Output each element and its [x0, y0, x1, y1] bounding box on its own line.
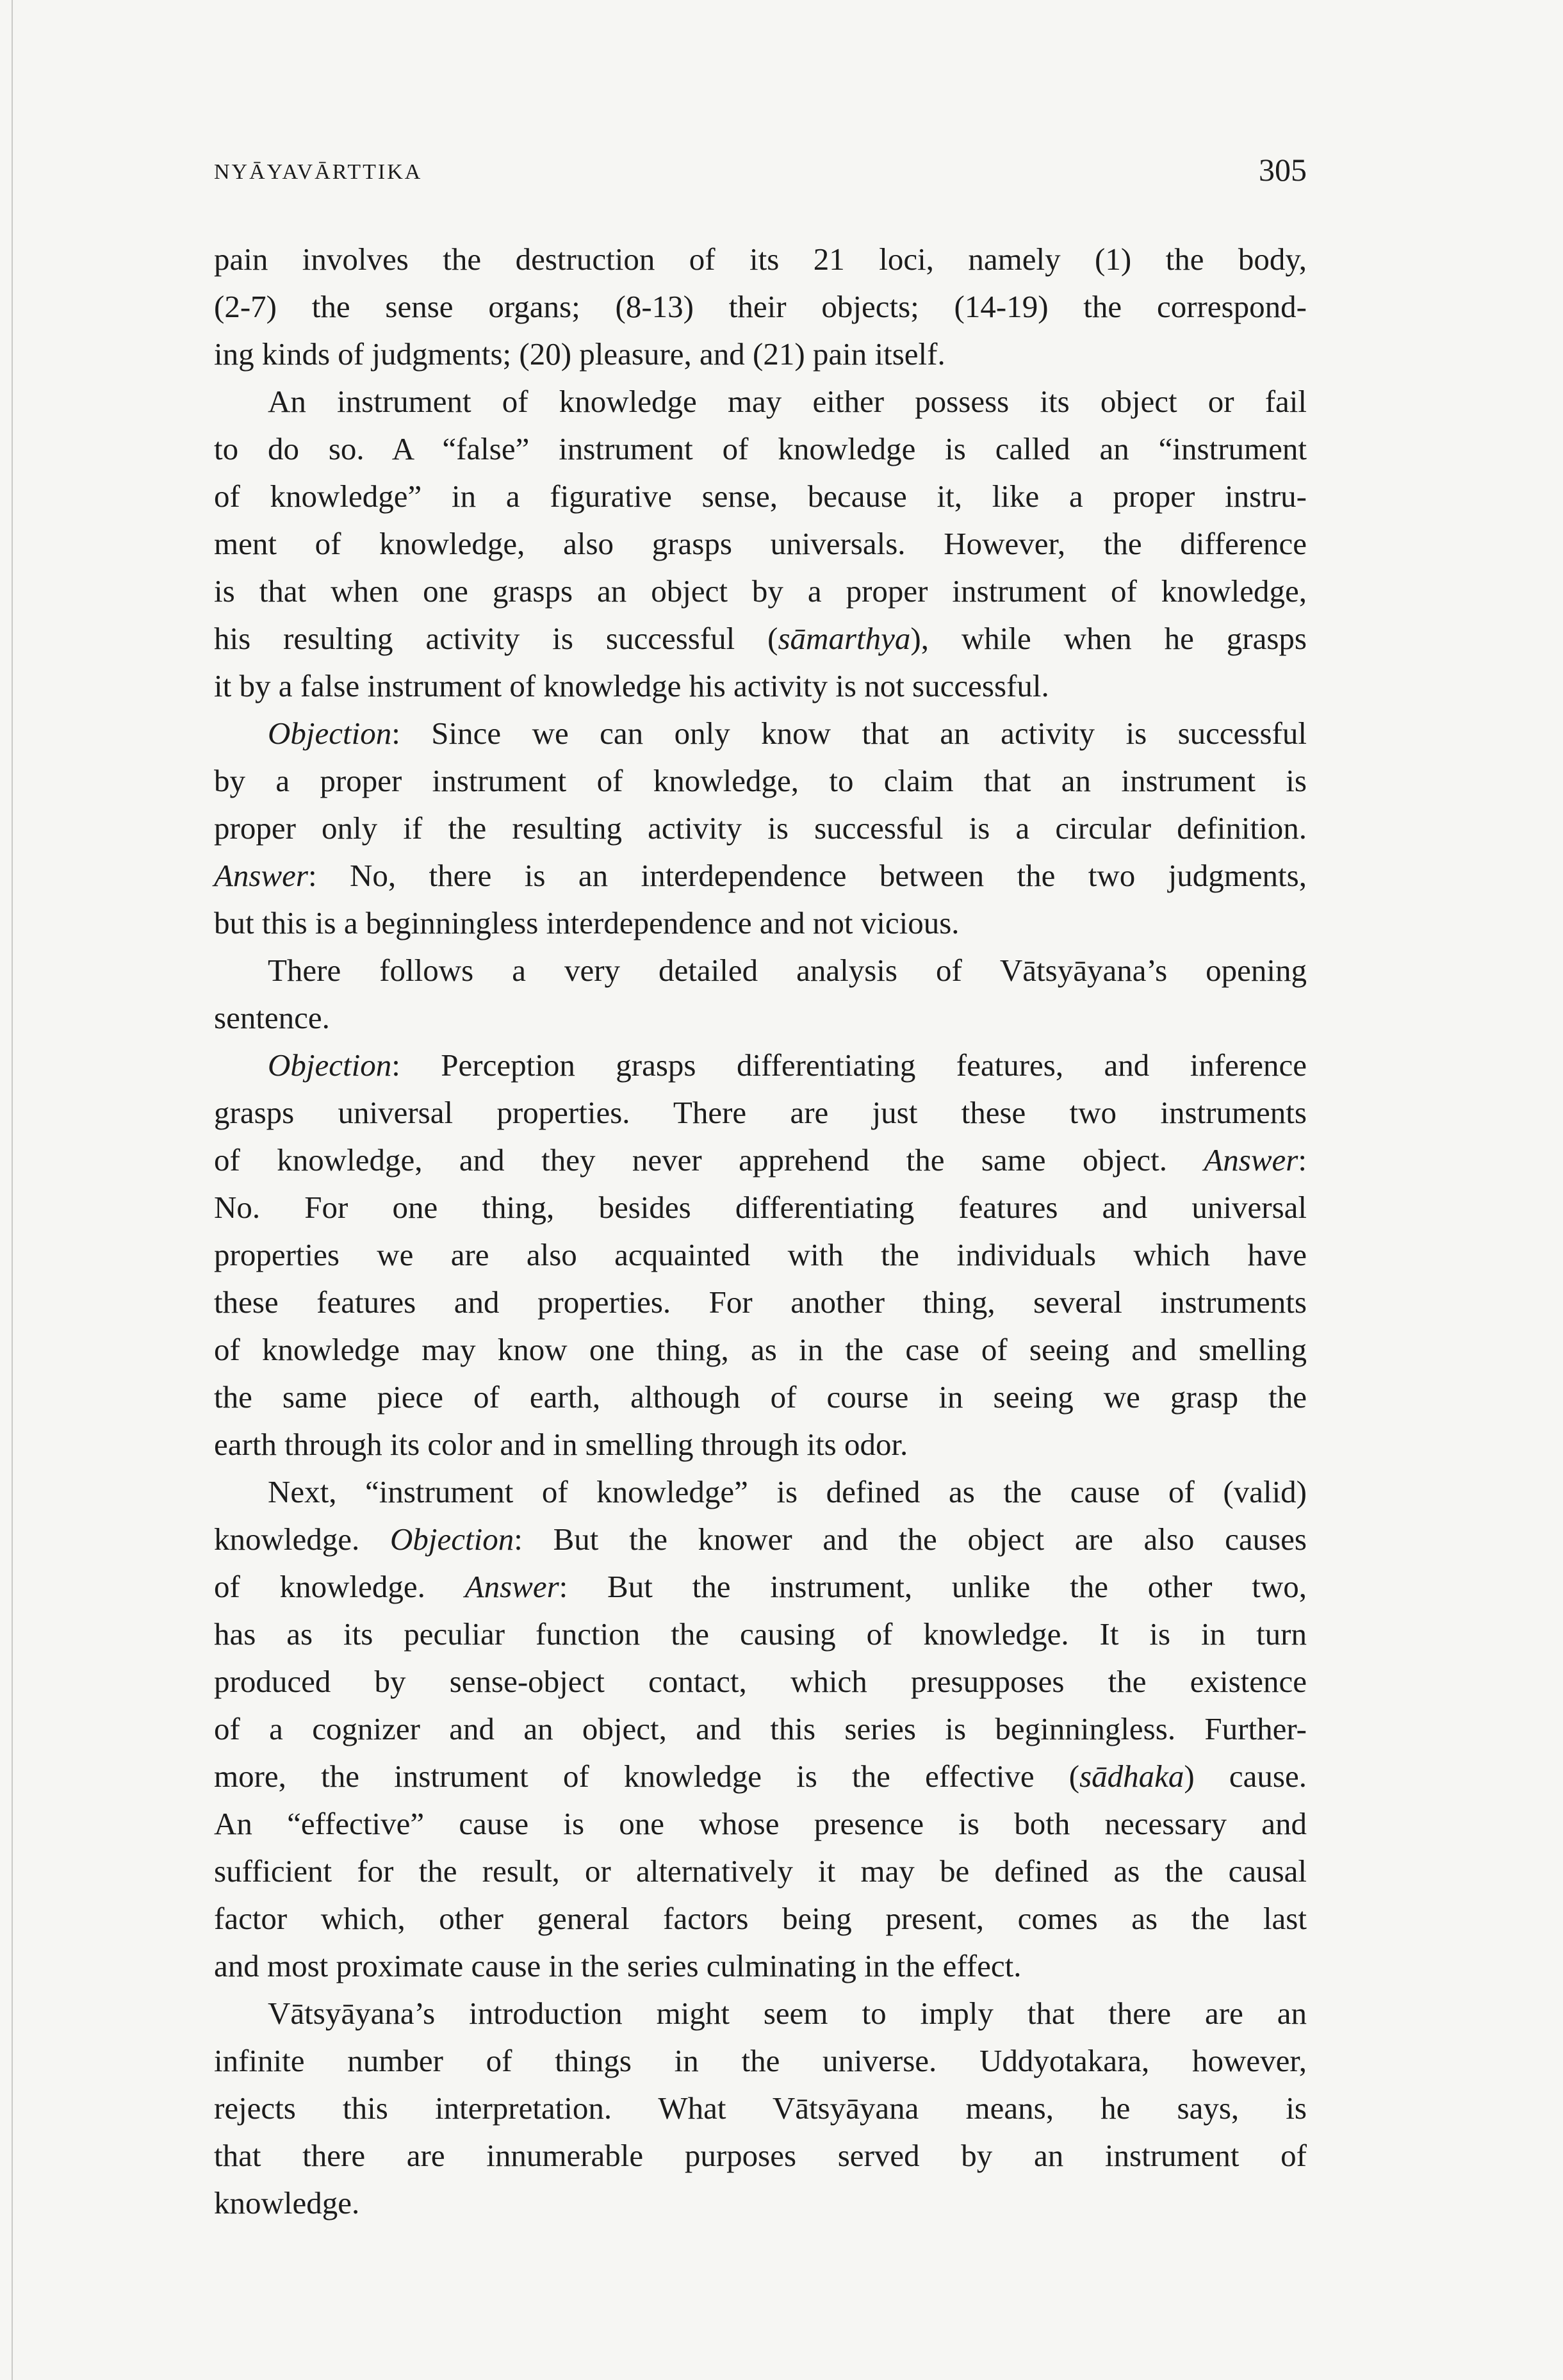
text-segment: and most proximate cause in the series culminating in the effect.	[214, 1948, 1022, 1983]
text-line	[214, 1042, 1307, 1089]
text-line	[214, 2132, 1307, 2179]
text-segment: : But the instrument, unlike the other two,	[559, 1569, 1307, 1604]
text-segment: his resulting activity is successful (	[214, 621, 778, 656]
running-head: NYĀYAVĀRTTIKA	[214, 160, 423, 184]
text-line	[214, 1231, 1307, 1279]
text-segment: ment of knowledge, also grasps universals. However, the difference	[214, 526, 1307, 561]
text-segment: factor which, other general factors being present, comes as the last	[214, 1901, 1307, 1936]
text-line	[214, 1990, 1307, 2037]
text-line	[214, 473, 1307, 520]
text-segment: ing kinds of judgments; (20) pleasure, and (21) pain itself.	[214, 336, 945, 372]
text-line	[214, 1705, 1307, 1753]
text-line	[214, 236, 1307, 283]
text-segment: of knowledge.	[214, 1569, 465, 1604]
text-segment: it by a false instrument of knowledge his activity is not successful.	[214, 668, 1049, 703]
text-line	[214, 1611, 1307, 1658]
text-segment: to do so. A “false” instrument of knowledge is called an “instrument	[214, 431, 1307, 466]
text-segment: ) cause.	[1184, 1759, 1307, 1794]
italic-text: Objection	[268, 716, 392, 751]
text-segment: knowledge.	[214, 1522, 390, 1557]
text-line	[214, 568, 1307, 615]
text-segment: pain involves the destruction of its 21 loci, namely (1) the body,	[214, 242, 1307, 277]
text-segment: : But the knower and the object are also causes	[514, 1522, 1307, 1557]
text-line	[214, 1658, 1307, 1705]
text-segment: of knowledge, and they never apprehend the same object.	[214, 1142, 1204, 1178]
text-segment: has as its peculiar function the causing of knowledge. It is in turn	[214, 1616, 1307, 1652]
text-line	[214, 1942, 1307, 1990]
text-line	[214, 1895, 1307, 1942]
text-line	[214, 852, 1307, 899]
scan-edge-line	[12, 0, 13, 2380]
text-segment: of knowledge” in a figurative sense, because it, like a proper instru-	[214, 479, 1307, 514]
text-line	[214, 2179, 1307, 2227]
text-line	[214, 1279, 1307, 1326]
italic-text: Answer	[1204, 1142, 1298, 1178]
text-segment: Vātsyāyana’s introduction might seem to imply that there are an	[268, 1996, 1307, 2031]
italic-text: sāmarthya	[778, 621, 911, 656]
text-segment: earth through its color and in smelling through its odor.	[214, 1427, 908, 1462]
text-segment: of a cognizer and an object, and this series is beginningless. Further-	[214, 1711, 1307, 1746]
text-line	[214, 1468, 1307, 1516]
text-segment: but this is a beginningless interdependence and not vicious.	[214, 905, 960, 940]
text-line	[214, 425, 1307, 473]
text-segment: sentence.	[214, 1000, 330, 1035]
text-segment: produced by sense-object contact, which presupposes the existence	[214, 1664, 1307, 1699]
text-line	[214, 1374, 1307, 1421]
text-line	[214, 615, 1307, 662]
text-line	[214, 2037, 1307, 2085]
text-segment: sufficient for the result, or alternatively it may be defined as the causal	[214, 1853, 1307, 1889]
text-line	[214, 378, 1307, 425]
text-segment: An instrument of knowledge may either possess its object or fail	[268, 384, 1307, 419]
text-segment: infinite number of things in the universe. Uddyotakara, however,	[214, 2043, 1307, 2078]
text-line	[214, 283, 1307, 331]
text-segment: : Since we can only know that an activity is successful	[391, 716, 1307, 751]
text-segment: the same piece of earth, although of course in seeing we grasp the	[214, 1379, 1307, 1415]
text-line	[214, 662, 1307, 710]
text-segment: properties we are also acquainted with the individuals which have	[214, 1237, 1307, 1272]
text-line	[214, 1800, 1307, 1848]
text-line	[214, 1326, 1307, 1374]
text-line	[214, 899, 1307, 947]
text-line	[214, 1516, 1307, 1563]
text-segment: An “effective” cause is one whose presence is both necessary and	[214, 1806, 1307, 1841]
text-segment: rejects this interpretation. What Vātsyāyana means, he says, is	[214, 2090, 1307, 2126]
body-text	[214, 236, 1307, 2227]
text-segment: these features and properties. For another thing, several instruments	[214, 1284, 1307, 1320]
text-line	[214, 710, 1307, 757]
text-segment: No. For one thing, besides differentiating features and universal	[214, 1190, 1307, 1225]
text-line	[214, 520, 1307, 568]
text-segment: There follows a very detailed analysis of Vātsyāyana’s opening	[268, 953, 1307, 988]
text-segment: proper only if the resulting activity is successful is a circular definition.	[214, 810, 1307, 846]
italic-text: sādhaka	[1079, 1759, 1184, 1794]
italic-text: Objection	[389, 1522, 514, 1557]
text-segment: Next, “instrument of knowledge” is defined as the cause of (valid)	[268, 1474, 1307, 1509]
text-segment: by a proper instrument of knowledge, to claim that an instrument is	[214, 763, 1307, 798]
text-line	[214, 331, 1307, 378]
text-segment: : Perception grasps differentiating features, and inference	[391, 1047, 1307, 1083]
text-segment: more, the instrument of knowledge is the effective (	[214, 1759, 1080, 1794]
text-line	[214, 1089, 1307, 1137]
text-line	[214, 994, 1307, 1042]
text-segment: grasps universal properties. There are just these two instruments	[214, 1095, 1307, 1130]
text-line	[214, 947, 1307, 994]
text-segment: : No, there is an interdependence between the two judgments,	[308, 858, 1307, 893]
text-line	[214, 1753, 1307, 1800]
text-segment: (2-7) the sense organs; (8-13) their objects; (14-19) the correspond-	[214, 289, 1307, 324]
text-line	[214, 757, 1307, 805]
text-line	[214, 2085, 1307, 2132]
text-segment: :	[1298, 1142, 1307, 1178]
italic-text: Answer	[464, 1569, 559, 1604]
text-line	[214, 1184, 1307, 1231]
text-line	[214, 1421, 1307, 1468]
text-segment: ), while when he grasps	[910, 621, 1307, 656]
italic-text: Objection	[268, 1047, 392, 1083]
text-line	[214, 1137, 1307, 1184]
italic-text: Answer	[214, 858, 308, 893]
text-line	[214, 805, 1307, 852]
text-segment: is that when one grasps an object by a proper instrument of knowledge,	[214, 573, 1307, 609]
text-line	[214, 1848, 1307, 1895]
page-number: 305	[1259, 152, 1307, 188]
text-segment: that there are innumerable purposes served by an instrument of	[214, 2138, 1307, 2173]
text-segment: of knowledge may know one thing, as in the case of seeing and smelling	[214, 1332, 1307, 1367]
text-line	[214, 1563, 1307, 1611]
text-segment: knowledge.	[214, 2185, 360, 2220]
